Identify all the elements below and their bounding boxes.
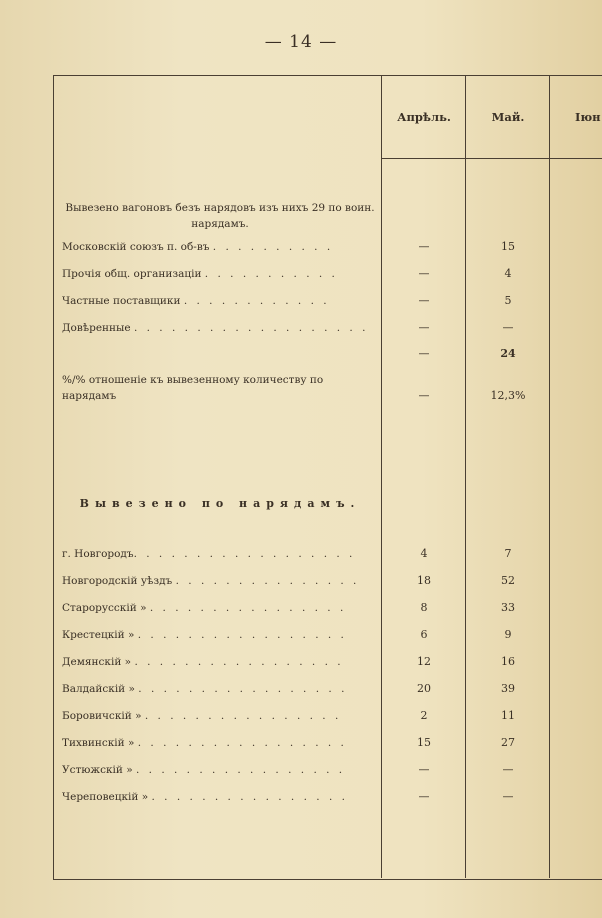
cell-may: 33 [501, 601, 515, 614]
row-label: Старорусскій » . . . . . . . . . . . . . . . . [62, 602, 347, 614]
cell-may: 39 [501, 682, 515, 695]
header-may: Май. [491, 110, 525, 124]
column-divider [465, 75, 466, 878]
header-divider [381, 158, 602, 159]
cell-april: — [418, 240, 430, 253]
cell-april: — [418, 790, 430, 803]
row-label: Прочія общ. организаціи . . . . . . . . . . . [62, 268, 338, 280]
cell-may: 9 [504, 628, 512, 641]
cell-april: 8 [420, 601, 428, 614]
cell-april: 2 [420, 709, 428, 722]
section-title: Вывезено по нарядамъ. [79, 497, 361, 510]
cell-april: — [418, 294, 430, 307]
cell-april: 15 [417, 736, 431, 749]
row-label: Череповецкій » . . . . . . . . . . . . . . . . [62, 791, 348, 803]
page-number: — 14 — [264, 32, 338, 52]
cell-may: — [502, 321, 514, 334]
cell-may: 15 [501, 240, 515, 253]
cell-april: — [418, 763, 430, 776]
cell-may: — [502, 763, 514, 776]
cell-may: 27 [501, 736, 515, 749]
cell-may-total: 24 [500, 347, 516, 360]
row-label: Новгородскій уѣздъ . . . . . . . . . . . . . . . [62, 575, 360, 587]
cell-may: 11 [501, 709, 515, 722]
header-april: Апрѣль. [397, 110, 451, 124]
cell-april: 12 [417, 655, 431, 668]
row-label: Довѣренные . . . . . . . . . . . . . . . . . . . [62, 322, 369, 334]
cell-may: 4 [504, 267, 512, 280]
cell-april: — [418, 321, 430, 334]
cell-may: 16 [501, 655, 515, 668]
cell-april: 4 [420, 547, 428, 560]
column-divider [549, 75, 550, 878]
cell-may: 12,3% [490, 389, 526, 402]
cell-april: — [418, 267, 430, 280]
row-label: Устюжскій » . . . . . . . . . . . . . . . . . [62, 764, 346, 776]
cell-may: 5 [504, 294, 512, 307]
row-label: г. Новгородъ. . . . . . . . . . . . . . . . . . [62, 548, 356, 560]
row-label: Валдайскій » . . . . . . . . . . . . . . . . . [62, 683, 348, 695]
cell-may: — [502, 790, 514, 803]
row-label: Боровичскій » . . . . . . . . . . . . . . . . [62, 710, 342, 722]
cell-april: — [418, 389, 430, 402]
row-label: Московскій союзъ п. об-въ . . . . . . . . . . [62, 241, 334, 253]
column-divider [381, 75, 382, 878]
cell-april: 6 [420, 628, 428, 641]
row-label: Крестецкій » . . . . . . . . . . . . . . . . . [62, 629, 347, 641]
row-label: Тихвинскій » . . . . . . . . . . . . . . . . . [62, 737, 347, 749]
cell-april: — [418, 347, 430, 360]
header-june: Іюн [575, 110, 601, 124]
row-label: Вывезено вагоновъ безъ нарядовъ изъ нихъ 29 по воин. нарядамъ. [65, 202, 375, 230]
cell-april: 20 [417, 682, 431, 695]
cell-april: 18 [417, 574, 431, 587]
row-label: %/% отношеніе къ вывезенному количеству по нарядамъ [62, 374, 324, 402]
data-table [53, 75, 602, 880]
cell-may: 7 [504, 547, 512, 560]
row-label: Частные поставщики . . . . . . . . . . . . [62, 295, 330, 307]
cell-may: 52 [501, 574, 515, 587]
row-label: Демянскій » . . . . . . . . . . . . . . . . . [62, 656, 344, 668]
